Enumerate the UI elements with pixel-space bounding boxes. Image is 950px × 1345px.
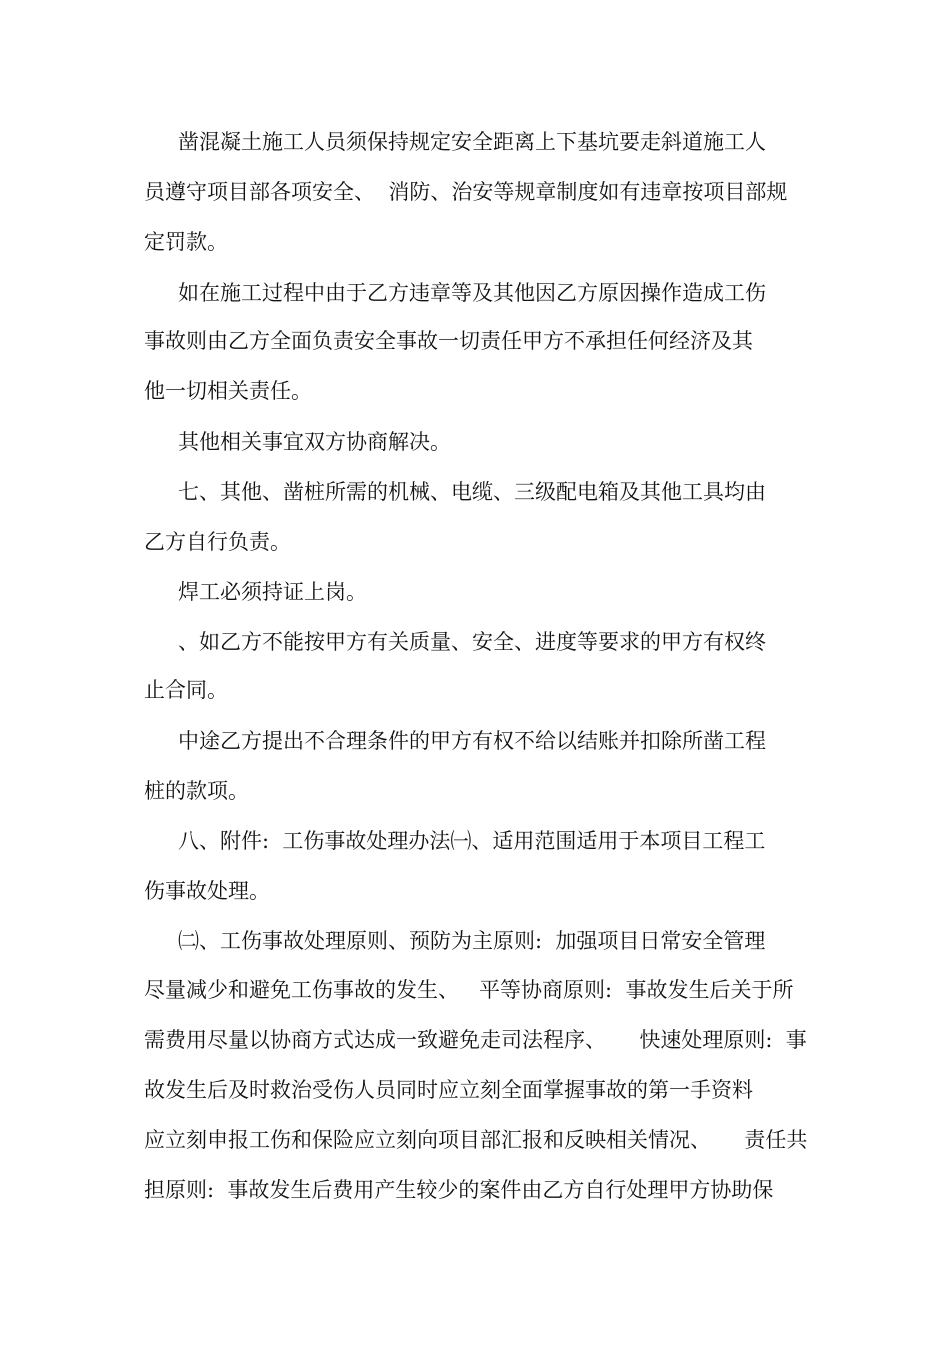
text-line: 、如乙方不能按甲方有关质量、安全、进度等要求的甲方有权终 xyxy=(178,630,766,654)
text-line: 七、其他、凿桩所需的机械、电缆、三级配电箱及其他工具均由 xyxy=(178,480,766,504)
text-line: 中途乙方提出不合理条件的甲方有权不给以结账并扣除所凿工程 xyxy=(178,729,766,753)
text-line: 员遵守项目部各项安全、 消防、治安等规章制度如有违章按项目部规 xyxy=(144,180,788,204)
text-line: 应立刻申报工伤和保险应立刻向项目部汇报和反映相关情况、 责任共 xyxy=(144,1128,808,1152)
text-line: 担原则: 事故发生后费用产生较少的案件由乙方自行处理甲方协助保 xyxy=(144,1178,774,1202)
text-line: 八、附件: 工伤事故处理办法㈠、适用范围适用于本项目工程工 xyxy=(178,829,766,853)
text-line: 定罚款。 xyxy=(144,230,228,254)
text-line: 如在施工过程中由于乙方违章等及其他因乙方原因操作造成工伤 xyxy=(178,281,766,305)
text-line: 故发生后及时救治受伤人员同时应立刻全面掌握事故的第一手资料 xyxy=(144,1078,753,1102)
text-line: 伤事故处理。 xyxy=(144,879,270,903)
text-line: 桩的款项。 xyxy=(144,779,249,803)
text-line: 焊工必须持证上岗。 xyxy=(178,580,367,604)
text-line: 止合同。 xyxy=(144,678,228,702)
text-line: 他一切相关责任。 xyxy=(144,379,312,403)
text-line: 其他相关事宜双方协商解决。 xyxy=(178,430,451,454)
text-line: 尽量减少和避免工伤事故的发生、 平等协商原则: 事故发生后关于所 xyxy=(144,978,794,1002)
text-line: ㈡、工伤事故处理原则、预防为主原则: 加强项目日常安全管理 xyxy=(178,929,766,953)
text-line: 乙方自行负责。 xyxy=(144,530,291,554)
text-line: 凿混凝土施工人员须保持规定安全距离上下基坑要走斜道施工人 xyxy=(178,130,766,154)
text-line: 需费用尽量以协商方式达成一致避免走司法程序、 快速处理原则: 事 xyxy=(144,1028,807,1052)
text-line: 事故则由乙方全面负责安全事故一切责任甲方不承担任何经济及其 xyxy=(144,329,753,353)
